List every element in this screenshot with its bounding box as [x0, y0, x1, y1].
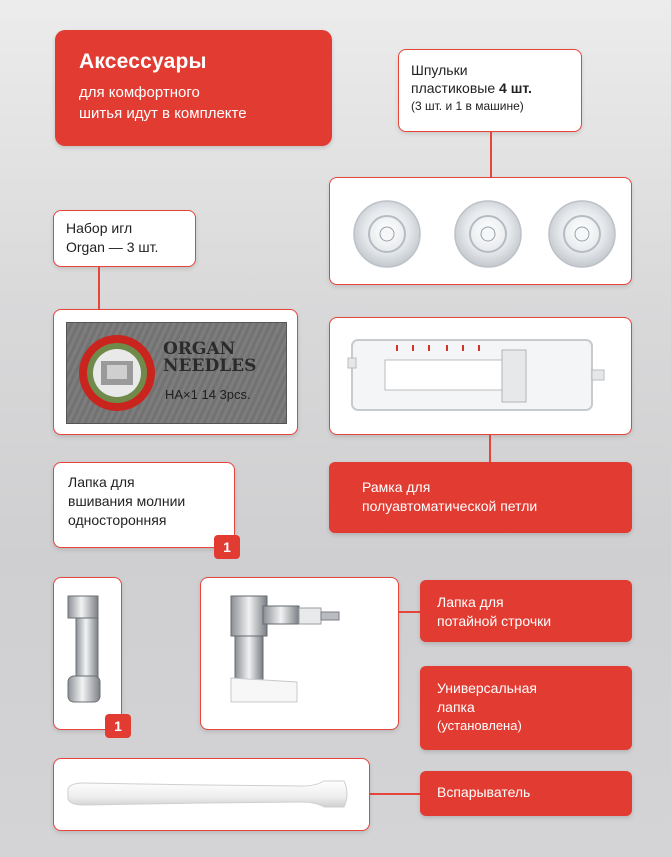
- header-subtitle-line1: для комфортного: [79, 84, 200, 101]
- zipper-foot-label-line1: Лапка для: [68, 474, 135, 490]
- needle-pack-spec: HA×1 14 3pcs.: [165, 387, 251, 402]
- needle-pack: [66, 322, 287, 424]
- seam-ripper-connector: [370, 793, 421, 795]
- bobbins-label-note: (3 шт. и 1 в машине): [411, 99, 524, 113]
- bobbins-label-count: 4 шт.: [499, 80, 532, 96]
- zipper-foot-illustration: [54, 578, 120, 728]
- seam-ripper-label-card: [420, 771, 632, 816]
- blind-foot-label-card: [420, 580, 632, 642]
- buttonhole-frame-label-line2: полуавтоматической петли: [362, 498, 538, 514]
- buttonhole-frame-label-line1: Рамка для: [362, 479, 431, 495]
- blind-foot-label-line1: Лапка для: [437, 594, 504, 610]
- header-subtitle-line2: шитья идут в комплекте: [79, 105, 247, 122]
- zipper-foot-label-badge: 1: [214, 535, 240, 559]
- bobbins-label-line1: Шпульки: [411, 62, 468, 78]
- universal-foot-label-card: [420, 666, 632, 750]
- bobbin-icon: [549, 201, 615, 267]
- bobbins-image-card: [329, 177, 632, 285]
- bobbin-icon: [455, 201, 521, 267]
- zipper-foot-image-card: [53, 577, 122, 730]
- presser-foot-illustration: [201, 578, 397, 728]
- bobbins-label-card: [398, 49, 582, 132]
- zipper-foot-label-line2: вшивания молнии: [68, 493, 186, 509]
- needles-image-card: [53, 309, 298, 435]
- zipper-foot-label-line3: односторонняя: [68, 512, 167, 528]
- seam-ripper-label: Вспарыватель: [437, 784, 531, 800]
- bobbins-connector: [490, 132, 492, 178]
- zipper-foot-image-badge: 1: [105, 714, 131, 738]
- buttonhole-frame-illustration: [330, 318, 630, 433]
- needles-label-line1: Набор игл: [66, 220, 133, 236]
- bobbins-illustration: [330, 178, 630, 283]
- needles-connector: [98, 267, 100, 310]
- header-card: [55, 30, 332, 146]
- page-title: Аксессуары: [79, 50, 207, 73]
- needle-pack-brand-line1: ORGAN: [163, 339, 236, 359]
- bobbins-label-line2: [411, 80, 581, 96]
- blind-foot-image-card: [200, 577, 399, 730]
- needle-pack-brand-line2: NEEDLES: [163, 356, 257, 376]
- blind-foot-label-line2: потайной строчки: [437, 613, 552, 629]
- universal-foot-label-line2: лапка: [437, 699, 475, 715]
- zipper-foot-label-card: [53, 462, 235, 548]
- bobbins-label-type: пластиковые: [411, 80, 500, 96]
- buttonhole-frame-label-card: [329, 462, 632, 533]
- buttonhole-frame-connector: [489, 435, 491, 463]
- seam-ripper-illustration: [54, 759, 368, 829]
- seam-ripper-image-card: [53, 758, 370, 831]
- needles-label-line2: Organ — 3 шт.: [66, 239, 159, 255]
- blind-foot-connector: [399, 611, 421, 613]
- universal-foot-label-line1: Универсальная: [437, 680, 538, 696]
- universal-foot-label-line3: (установлена): [437, 718, 522, 733]
- needle-pack-emblem-icon: [77, 333, 157, 413]
- bobbin-icon: [354, 201, 420, 267]
- needles-label-card: [53, 210, 196, 267]
- buttonhole-frame-image-card: [329, 317, 632, 435]
